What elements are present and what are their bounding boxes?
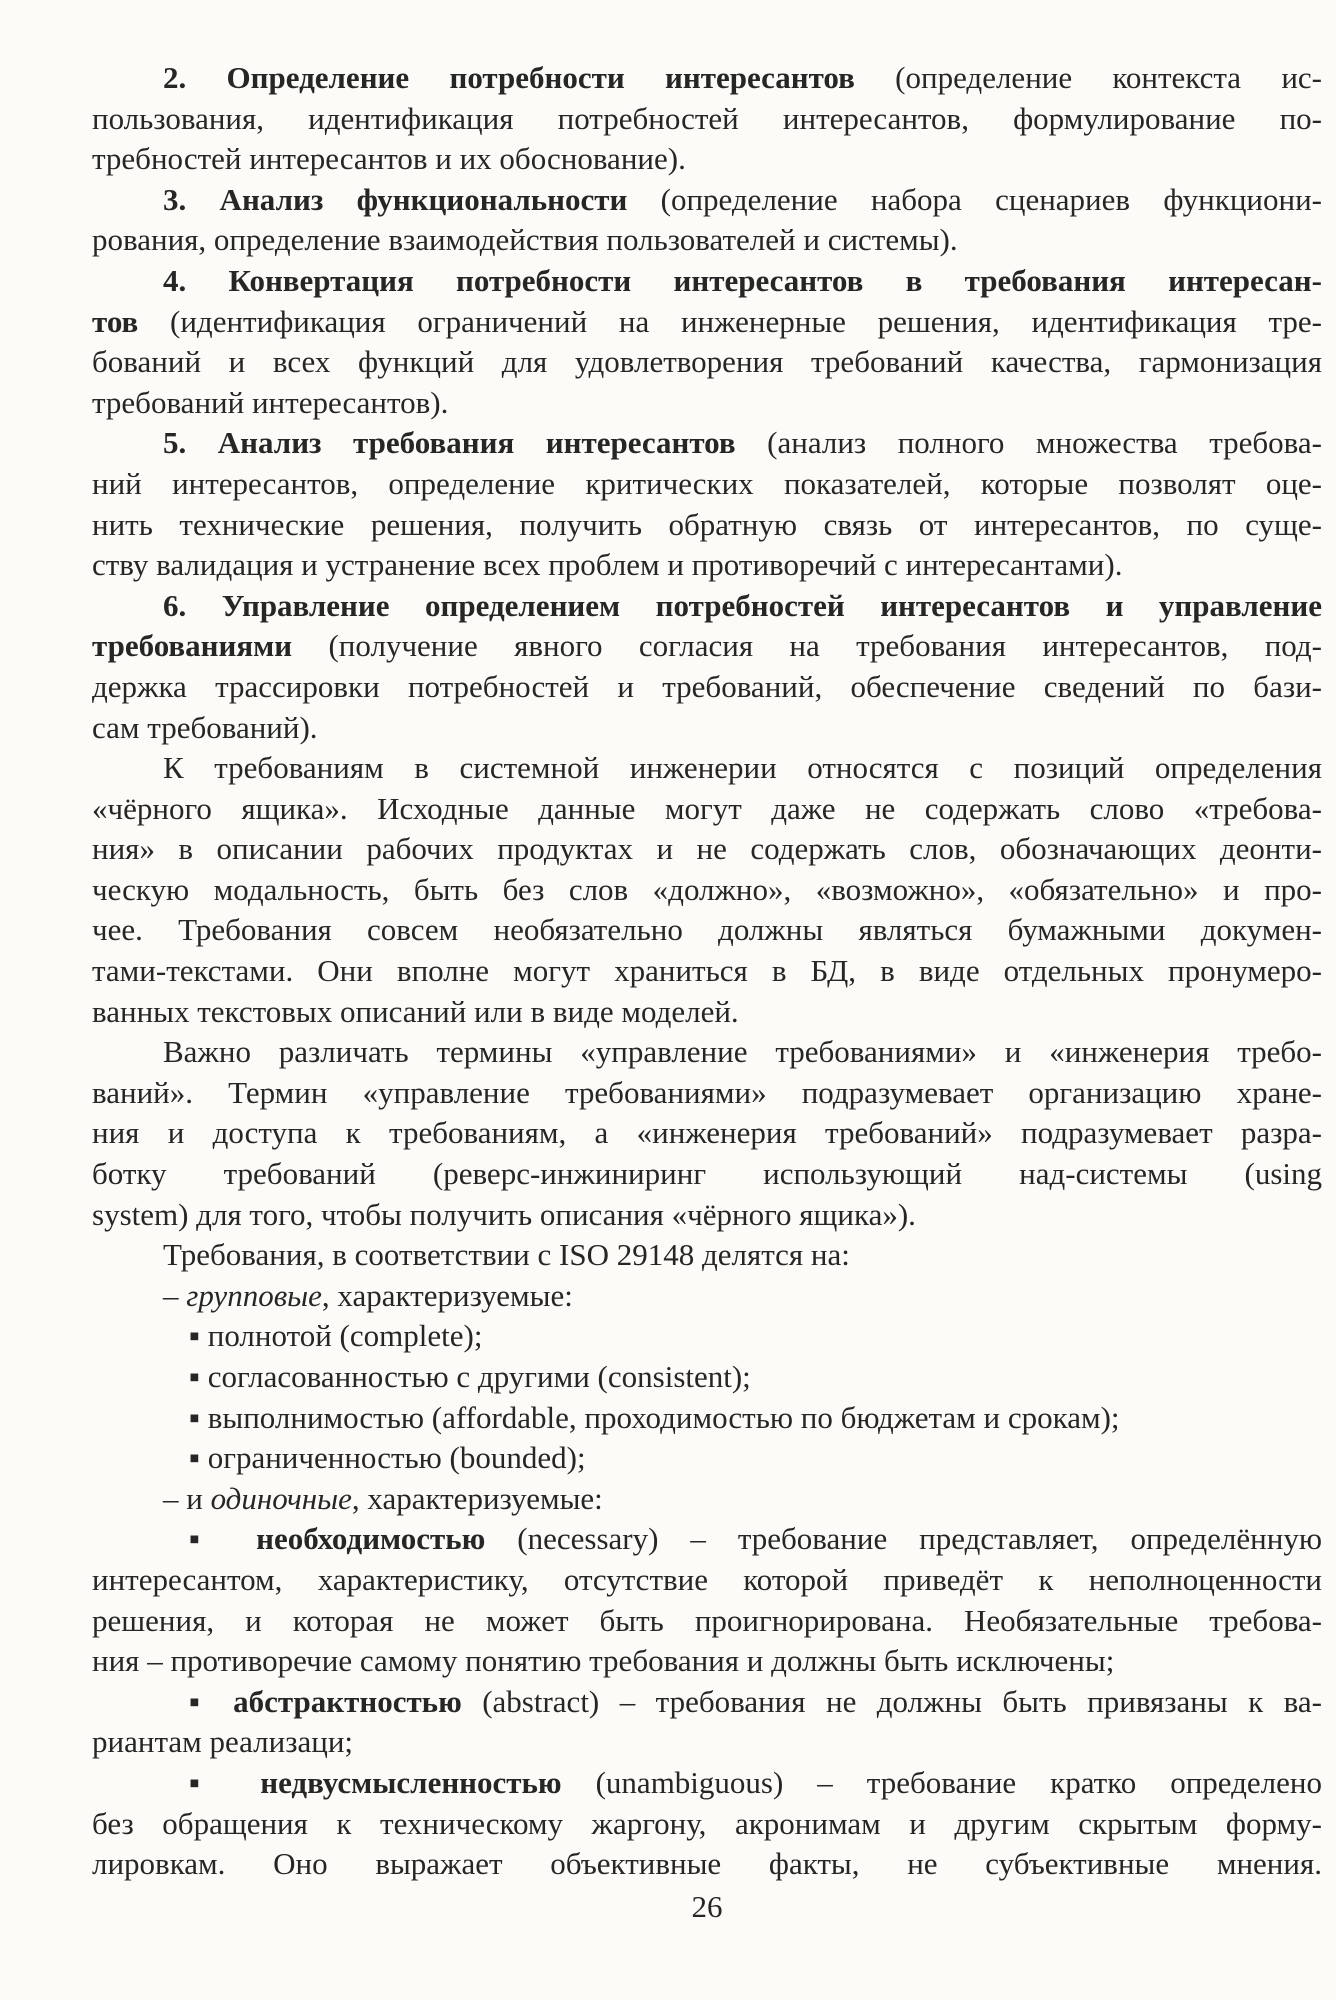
text-run: (abstract) – требования не должны быть привязаны к ва- <box>461 1683 1322 1719</box>
text-run: держка трассировки потребностей и требований, обеспечение сведений по бази- <box>92 668 1322 704</box>
text-line <box>92 1276 1322 1317</box>
bold-text-run: 5. Анализ требования интересантов <box>163 425 736 461</box>
text-line <box>92 708 1322 749</box>
bold-text-run: требованиями <box>92 628 293 664</box>
text-line <box>92 910 1322 951</box>
text-run: ческую модальность, быть без слов «должно», «возможно», «обязательно» и про- <box>92 871 1322 907</box>
text-run: Важно различать термины «управление требованиями» и «инженерия требо- <box>163 1034 1322 1070</box>
text-run: ния» в описании рабочих продуктах и не содержать слов, обозначающих деонти- <box>92 831 1322 867</box>
text-line <box>92 58 1322 99</box>
text-run: Требования, в соответствии с ISO 29148 делятся на: <box>163 1237 850 1273</box>
text-run: ▪ выполнимостью (affordable, проходимостью по бюджетам и срокам); <box>189 1399 1120 1435</box>
text-line <box>92 1154 1322 1195</box>
text-run: (получение явного согласия на требования интересантов, под- <box>292 628 1322 664</box>
text-run: тами-текстами. Они вполне могут храниться в БД, в виде отдельных пронумеро- <box>92 953 1322 989</box>
text-run: , характеризуемые: <box>321 1277 573 1313</box>
bold-text-run: тов <box>92 303 139 339</box>
bold-text-run: ▪ абстрактностью <box>189 1683 462 1719</box>
text-run: чее. Требования совсем необязательно должны являться бумажными докумен- <box>92 912 1322 948</box>
text-run: требований интересантов). <box>92 384 449 420</box>
text-run: – <box>163 1277 187 1313</box>
text-run: (unambiguous) – требование кратко определено <box>561 1764 1322 1800</box>
text-line <box>92 423 1322 464</box>
text-line <box>92 829 1322 870</box>
text-run: , характеризуемые: <box>351 1480 603 1516</box>
text-line <box>92 1844 1322 1885</box>
text-line <box>92 464 1322 505</box>
text-block <box>92 58 1322 1885</box>
text-line <box>92 748 1322 789</box>
text-line <box>92 99 1322 140</box>
text-line <box>92 1235 1322 1276</box>
text-line <box>92 586 1322 627</box>
bold-text-run: 3. Анализ функциональности <box>163 181 628 217</box>
text-run: К требованиям в системной инженерии относятся с позиций определения <box>163 750 1322 786</box>
text-run: решения, и которая не может быть проигнорирована. Необязательные требова- <box>92 1602 1322 1638</box>
text-run: без обращения к техническому жаргону, акронимам и другим скрытым форму- <box>92 1805 1322 1841</box>
text-run: бований и всех функций для удовлетворения требований качества, гармонизация <box>92 344 1322 380</box>
text-line <box>92 1113 1322 1154</box>
text-run: пользования, идентификация потребностей интересантов, формулирование по- <box>92 100 1322 136</box>
text-run: «чёрного ящика». Исходные данные могут даже не содержать слово «требова- <box>92 790 1322 826</box>
bold-text-run: 6. Управление определением потребностей интересантов и управление <box>163 587 1322 623</box>
bold-text-run: 4. Конвертация потребности интересантов в требования интересан- <box>163 262 1322 298</box>
text-run: ваний». Термин «управление требованиями» подразумевает организацию хране- <box>92 1074 1322 1110</box>
text-run: (анализ полного множества требова- <box>735 425 1322 461</box>
text-line <box>92 870 1322 911</box>
text-run: (определение набора сценариев функциони- <box>627 181 1322 217</box>
text-line <box>92 261 1322 302</box>
text-line <box>92 383 1322 424</box>
text-line <box>92 951 1322 992</box>
page-number: 26 <box>691 1888 723 1924</box>
text-line <box>92 302 1322 343</box>
text-run: ▪ согласованностью с другими (consistent); <box>189 1359 751 1394</box>
text-run: (necessary) – требование представляет, определённую <box>485 1521 1322 1557</box>
text-line <box>92 1682 1322 1723</box>
text-line <box>92 1479 1322 1520</box>
bold-text-run: ▪ недвусмысленностью <box>189 1764 562 1800</box>
text-line <box>92 1763 1322 1804</box>
text-run: (определение контекста ис- <box>854 60 1322 95</box>
text-run: нить технические решения, получить обратную связь от интересантов, по суще- <box>92 506 1322 542</box>
text-line <box>92 1438 1322 1479</box>
text-run: интересантом, характеристику, отсутствие которой приведёт к неполноценности <box>92 1561 1322 1597</box>
text-run: риантам реализаци; <box>92 1724 354 1760</box>
text-run: ботку требований (реверс-инжиниринг использующий над-системы (using <box>92 1156 1322 1192</box>
text-line <box>92 1722 1322 1763</box>
text-run: ний интересантов, определение критических показателей, которые позволят оце- <box>92 465 1322 501</box>
text-line <box>92 1398 1322 1439</box>
italic-text-run: одиночные <box>210 1480 352 1516</box>
text-run: ния – противоречие самому понятию требования и должны быть исключены; <box>92 1643 1115 1679</box>
text-line <box>92 1357 1322 1398</box>
text-line <box>92 1195 1322 1236</box>
text-run: рования, определение взаимодействия пользователей и системы). <box>92 222 958 258</box>
text-line <box>92 342 1322 383</box>
text-run: ▪ полнотой (complete); <box>189 1318 483 1354</box>
text-line <box>92 789 1322 830</box>
text-run: ству валидация и устранение всех проблем и противоречий с интересантами). <box>92 547 1123 583</box>
text-line <box>92 992 1322 1033</box>
text-run: требностей интересантов и их обоснование). <box>92 141 686 177</box>
text-line <box>92 220 1322 261</box>
text-line <box>92 1073 1322 1114</box>
text-run: сам требований). <box>92 709 318 745</box>
text-line <box>92 180 1322 221</box>
text-run: лировкам. Оно выражает объективные факты, не субъективные мнения. <box>92 1846 1322 1882</box>
text-line <box>92 1316 1322 1357</box>
bold-text-run: ▪ необходимостью <box>189 1521 486 1557</box>
text-line <box>92 667 1322 708</box>
text-line <box>92 1560 1322 1601</box>
text-line <box>92 1519 1322 1560</box>
text-run: system) для того, чтобы получить описания «чёрного ящика»). <box>92 1196 916 1232</box>
text-line <box>92 1032 1322 1073</box>
text-run: ▪ ограниченностью (bounded); <box>189 1440 586 1476</box>
text-run: (идентификация ограничений на инженерные решения, идентификация тре- <box>138 303 1322 339</box>
text-line <box>92 139 1322 180</box>
text-line <box>92 505 1322 546</box>
text-run: – и <box>163 1480 211 1516</box>
text-run: ния и доступа к требованиям, а «инженерия требований» подразумевает разра- <box>92 1115 1322 1151</box>
text-line <box>92 1804 1322 1845</box>
text-line <box>92 1641 1322 1682</box>
italic-text-run: групповые <box>186 1277 322 1313</box>
text-line <box>92 626 1322 667</box>
text-line <box>92 1601 1322 1642</box>
bold-text-run: 2. Определение потребности интересантов <box>163 60 855 95</box>
text-run: ванных текстовых описаний или в виде моделей. <box>92 993 739 1029</box>
text-line <box>92 545 1322 586</box>
